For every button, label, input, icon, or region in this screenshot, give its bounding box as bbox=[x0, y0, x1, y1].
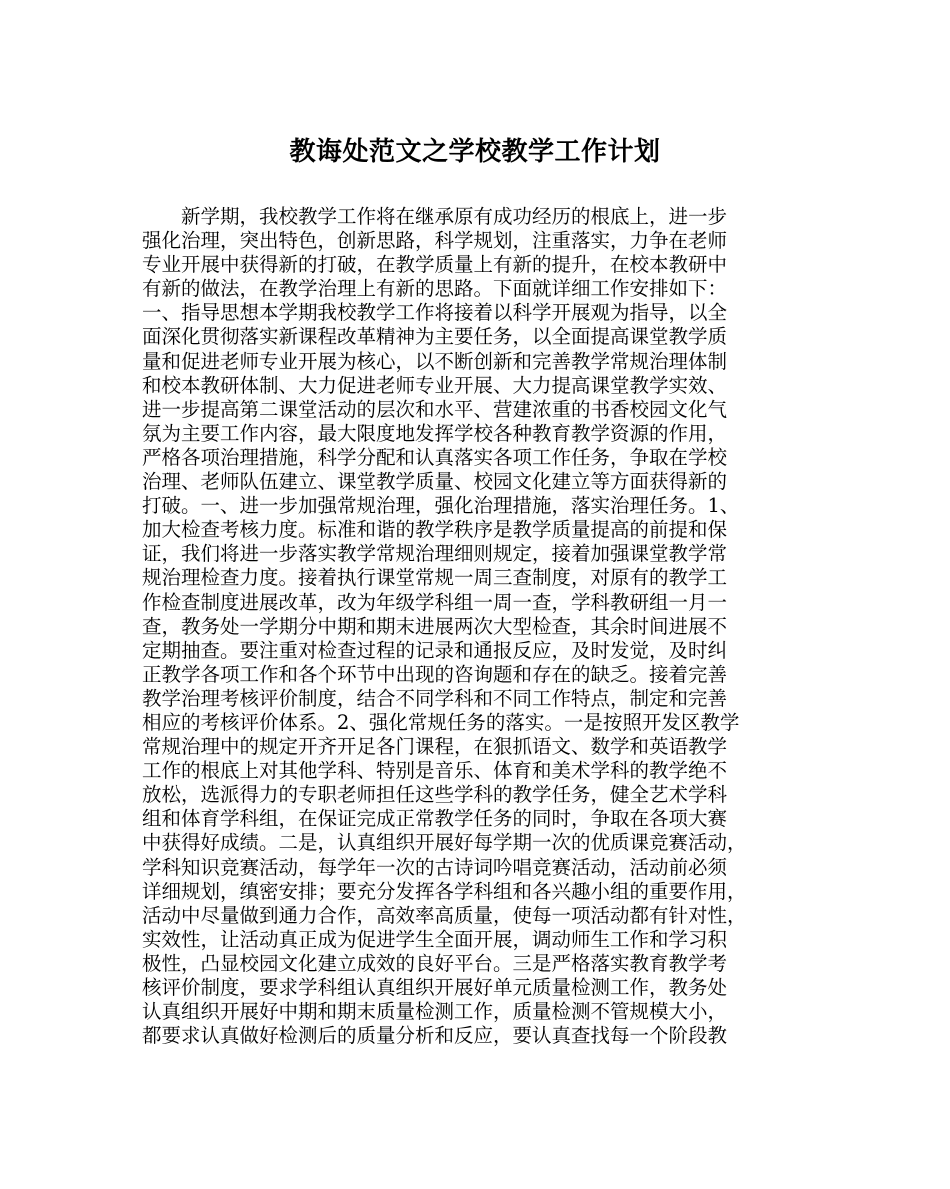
body-line: 和校本教研体制、大力促进老师专业开展、大力提高课堂教学实效、 bbox=[142, 373, 728, 397]
body-line: 教学治理考核评价制度，结合不同学科和不同工作特点，制定和完善 bbox=[142, 686, 728, 710]
body-line: 作检查制度进展改革，改为年级学科组一周一查，学科教研组一月一 bbox=[142, 590, 728, 614]
body-line: 核评价制度，要求学科组认真组织开展好单元质量检测工作，教务处 bbox=[142, 976, 728, 999]
document-body bbox=[142, 205, 822, 1048]
body-line: 强化治理，突出特色，创新思路，科学规划，注重落实，力争在老师 bbox=[142, 229, 728, 253]
body-line: 氛为主要工作内容，最大限度地发挥学校各种教育教学资源的作用， bbox=[142, 421, 728, 445]
body-line: 规治理检查力度。接着执行课堂常规一周三查制度，对原有的教学工 bbox=[142, 566, 728, 590]
body-line: 量和促进老师专业开展为核心，以不断创新和完善教学常规治理体制 bbox=[142, 349, 728, 373]
body-line: 认真组织开展好中期和期末质量检测工作，质量检测不管规模大小， bbox=[142, 1000, 728, 1024]
body-line: 一、指导思想本学期我校教学工作将接着以科学开展观为指导，以全 bbox=[142, 301, 728, 325]
body-line: 放松，选派得力的专职老师担任这些学科的教学任务，健全艺术学科 bbox=[142, 783, 728, 807]
body-line: 严格各项治理措施，科学分配和认真落实各项工作任务，争取在学校 bbox=[142, 445, 728, 469]
body-line: 都要求认真做好检测后的质量分析和反应，要认真查找每一个阶段教 bbox=[142, 1024, 728, 1048]
body-line: 详细规划，缜密安排；要充分发挥各学科组和各兴趣小组的重要作用， bbox=[142, 879, 747, 903]
body-line: 中获得好成绩。二是，认真组织开展好每学期一次的优质课竞赛活动， bbox=[142, 831, 747, 855]
body-line: 证，我们将进一步落实教学常规治理细则规定，接着加强课堂教学常 bbox=[142, 542, 728, 566]
body-line: 极性，凸显校园文化建立成效的良好平台。三是严格落实教育教学考 bbox=[142, 951, 728, 975]
body-line: 正教学各项工作和各个环节中出现的咨询题和存在的缺乏。接着完善 bbox=[142, 662, 728, 686]
body-line: 治理、老师队伍建立、课堂教学质量、校园文化建立等方面获得新的 bbox=[142, 470, 728, 494]
body-line: 相应的考核评价体系。2、强化常规任务的落实。一是按照开发区教学 bbox=[142, 710, 740, 734]
body-line: 常规治理中的规定开齐开足各门课程，在狠抓语文、数学和英语教学 bbox=[142, 735, 728, 759]
body-line: 查，教务处一学期分中期和期末进展两次大型检查，其余时间进展不 bbox=[142, 614, 728, 638]
body-line: 有新的做法，在教学治理上有新的思路。下面就详细工作安排如下： bbox=[142, 277, 728, 301]
body-line: 学科知识竞赛活动，每学年一次的古诗词吟唱竞赛活动，活动前必须 bbox=[142, 855, 728, 879]
body-line: 打破。一、进一步加强常规治理，强化治理措施，落实治理任务。1、 bbox=[142, 494, 740, 518]
body-line: 活动中尽量做到通力合作，高效率高质量，使每一项活动都有针对性， bbox=[142, 903, 747, 927]
body-line: 新学期，我校教学工作将在继承原有成功经历的根底上，进一步 bbox=[181, 205, 728, 228]
body-line: 专业开展中获得新的打破，在教学质量上有新的提升，在校本教研中 bbox=[142, 253, 728, 277]
body-line: 进一步提高第二课堂活动的层次和水平、营建浓重的书香校园文化气 bbox=[142, 397, 728, 421]
body-line: 加大检查考核力度。标准和谐的教学秩序是教学质量提高的前提和保 bbox=[142, 518, 728, 542]
body-line: 组和体育学科组，在保证完成正常教学任务的同时，争取在各项大赛 bbox=[142, 807, 728, 831]
body-line: 面深化贯彻落实新课程改革精神为主要任务，以全面提高课堂教学质 bbox=[142, 325, 728, 349]
document-title: 教诲处范文之学校教学工作计划 bbox=[289, 137, 661, 167]
body-line: 定期抽查。要注重对检查过程的记录和通报反应，及时发觉，及时纠 bbox=[142, 638, 728, 662]
body-line: 实效性，让活动真正成为促进学生全面开展，调动师生工作和学习积 bbox=[142, 927, 728, 951]
body-line: 工作的根底上对其他学科、特别是音乐、体育和美术学科的教学绝不 bbox=[142, 759, 728, 783]
